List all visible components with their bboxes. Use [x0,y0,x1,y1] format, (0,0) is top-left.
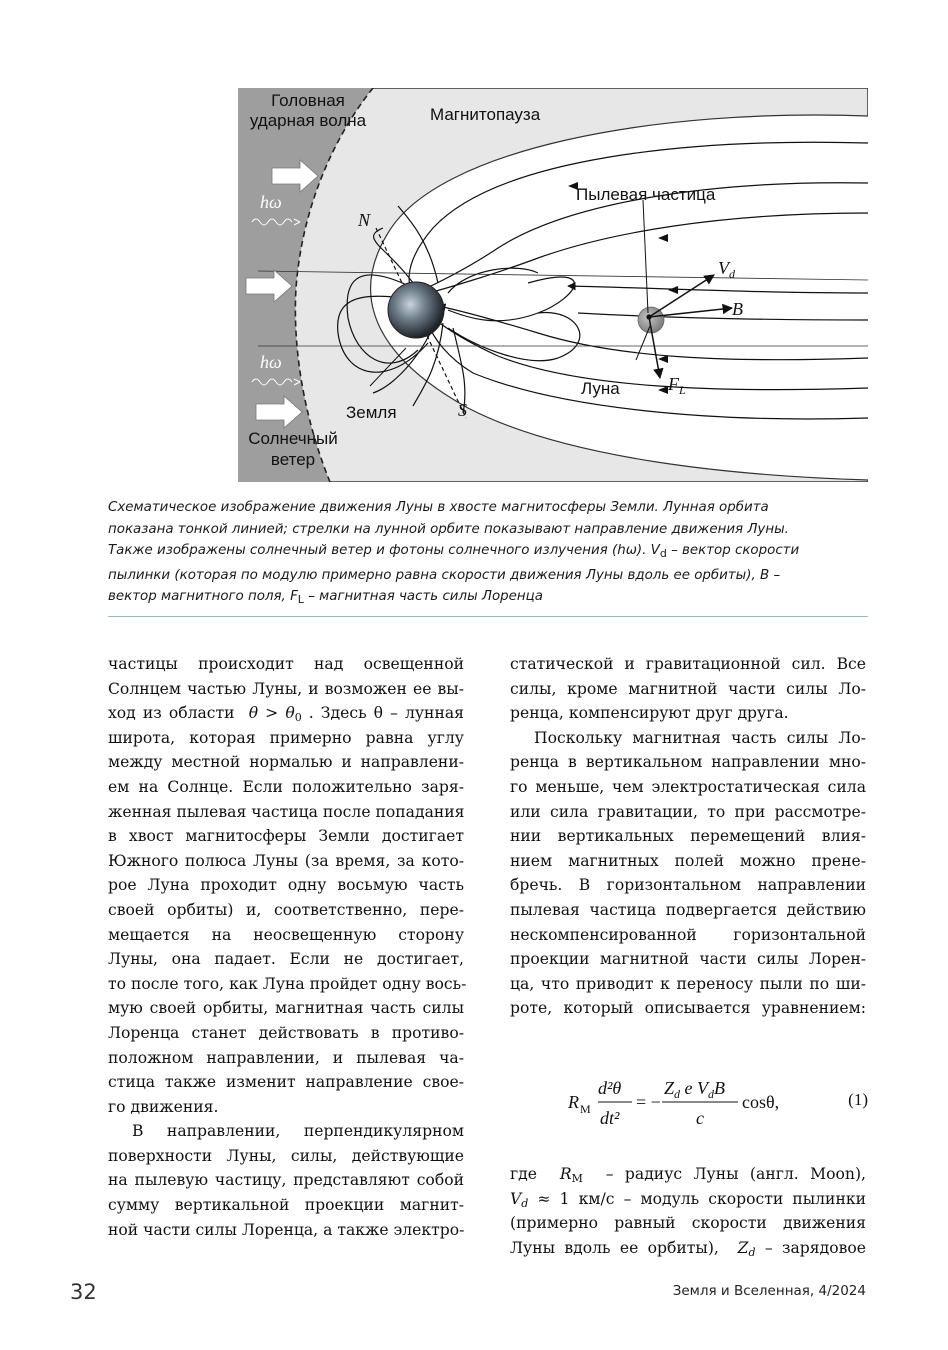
dust-particle-label: Пылевая частица [576,185,716,204]
text-line: Южного полюса Луны (за время, за кото- [108,851,464,870]
caption-line: пылинки (которая по модулю примерно равна скорости движения Луны вдоль ее орбиты), B – [108,567,781,583]
eq-rhs-den: c [696,1108,704,1128]
caption-line: вектор магнитного поля, $F_L$ – магнитная часть силы Лоренца [108,589,543,606]
left-column [108,652,467,1242]
magnetosphere-diagram [238,88,868,482]
text-line: го движения. [108,1097,219,1116]
text-line: Солнцем частью Луны, и возможен ее вы- [108,679,464,698]
bow-shock-label-2: ударная волна [249,111,367,130]
right-column-after-eq [510,1162,866,1260]
text-line: проекции магнитной части силы Лорен- [510,950,866,969]
solar-wind-label-2: ветер [270,450,316,469]
south-label: S [458,400,467,420]
earth-globe [388,282,444,338]
text-line: мещается на неосвещенную сторону [108,925,464,944]
b-label: B [732,299,743,319]
text-line: широта, которая примерно равна углу [108,728,464,747]
text-line: ход из области $\theta > \theta_0$ . Здесь θ – лунная [108,704,464,725]
text-line: мую своей орбиты, магнитная часть силы [108,999,464,1018]
text-line: частицы происходит над освещенной [108,655,464,673]
caption-line: показана тонкой линией; стрелки на лунной орбите показывают направление движения Луны. [108,521,789,537]
caption-divider [108,616,868,617]
caption-line: Также изображены солнечный ветер и фотоны солнечного излучения (hω). $V_d$ – вектор скорости [108,543,800,560]
equation-svg [560,1066,868,1136]
eq-denominator: dt² [600,1108,620,1128]
text-line: роте, который описывается уравнением: [510,999,866,1018]
eq-rhs-num: $Z_d$ e $V_dB$ [664,1078,725,1101]
text-line: нием магнитных полей можно прене- [510,851,866,870]
earth-label: Земля [346,403,397,422]
solar-wind-label-1: Солнечный [248,429,338,448]
text-line: Луны вдоль ее орбиты), $Z_d$ – зарядовое [510,1238,866,1259]
equation-number: (1) [848,1090,868,1109]
text-line: то после того, как Луна пройдет одну вось- [108,974,467,993]
moon-label: Луна [581,379,620,398]
text-line: $V_d \approx 1$ км/с – модуль скорости пылинки [510,1189,866,1210]
text-line: В направлении, перпендикулярном [132,1122,464,1141]
text-line: положном направлении, и пылевая ча- [108,1048,464,1067]
magnetosphere-figure [238,88,868,482]
text-line: между местной нормалью и направлени- [108,753,464,772]
eq-equals: = − [636,1092,661,1112]
text-line: ренца в вертикальном направлении мно- [510,753,866,772]
text-line: поверхности Луны, силы, действующие [108,1146,464,1165]
text-line: Поскольку магнитная часть силы Ло- [534,728,866,747]
text-line: стица также изменит направление свое- [108,1073,464,1092]
text-line: силы, кроме магнитной части силы Ло- [510,679,866,698]
text-line: где $R_M$ – радиус Луны (англ. Moon), [510,1165,866,1185]
caption-line: Схематическое изображение движения Луны в хвосте магнитосферы Земли. Лунная орбита [108,500,769,515]
page-number: 32 [70,1280,97,1304]
north-label: N [358,210,371,230]
text-line: бречь. В горизонтальном направлении [510,876,866,895]
journal-footer: Земля и Вселенная, 4/2024 [672,1283,866,1299]
text-line: ренца, компенсируют друг друга. [510,704,789,723]
hw-label-bottom: hω [260,352,282,372]
text-line: нескомпенсированной горизонтальной [510,925,866,944]
figure-caption [108,497,868,611]
text-line: нии вертикальных перемещений влия- [510,827,866,846]
text-line: женная пылевая частица после попадания [108,802,465,821]
text-line: Лоренца станет действовать в противо- [108,1023,464,1042]
eq-lhs-sub: M [580,1102,591,1116]
bow-shock-label-1: Головная [271,91,345,110]
eq-numerator: d²θ [598,1078,622,1098]
text-line: своей орбиты) и, соответственно, пере- [108,900,464,919]
eq-lhs-r: R [568,1092,579,1112]
magnetopause-label: Магнитопауза [430,105,541,124]
right-column [510,652,866,1021]
eq-tail: cosθ, [742,1092,780,1112]
text-line: на пылевую частицу, представляют собой [108,1171,464,1190]
text-line: статической и гравитационной сил. Все [510,655,866,673]
hw-label-top: hω [260,192,282,212]
fl-label: $F_L$ [668,374,686,397]
text-line: в хвост магнитосферы Земли достигает [108,827,464,846]
text-line: ной части силы Лоренца, а также электро- [108,1220,465,1239]
text-line: сумму вертикальной проекции магнит- [108,1196,464,1215]
text-line: ем на Солнце. Если положительно заря- [108,777,464,796]
text-line: пылевая частица подвергается действию [510,900,866,919]
text-line: рое Луна проходит одну восьмую часть [108,876,464,895]
text-line: Луны, она падает. Если не достигает, [108,950,464,969]
text-line: (примерно равный скорости движения [510,1214,866,1233]
equation-1 [560,1066,868,1136]
text-line: или сила гравитации, то при рассмотре- [510,802,866,821]
text-line: ца, что приводит к переносу пыли по ши- [510,974,866,993]
text-line: го меньше, чем электростатическая сила [510,777,866,796]
vd-label: $V_d$ [718,258,735,281]
